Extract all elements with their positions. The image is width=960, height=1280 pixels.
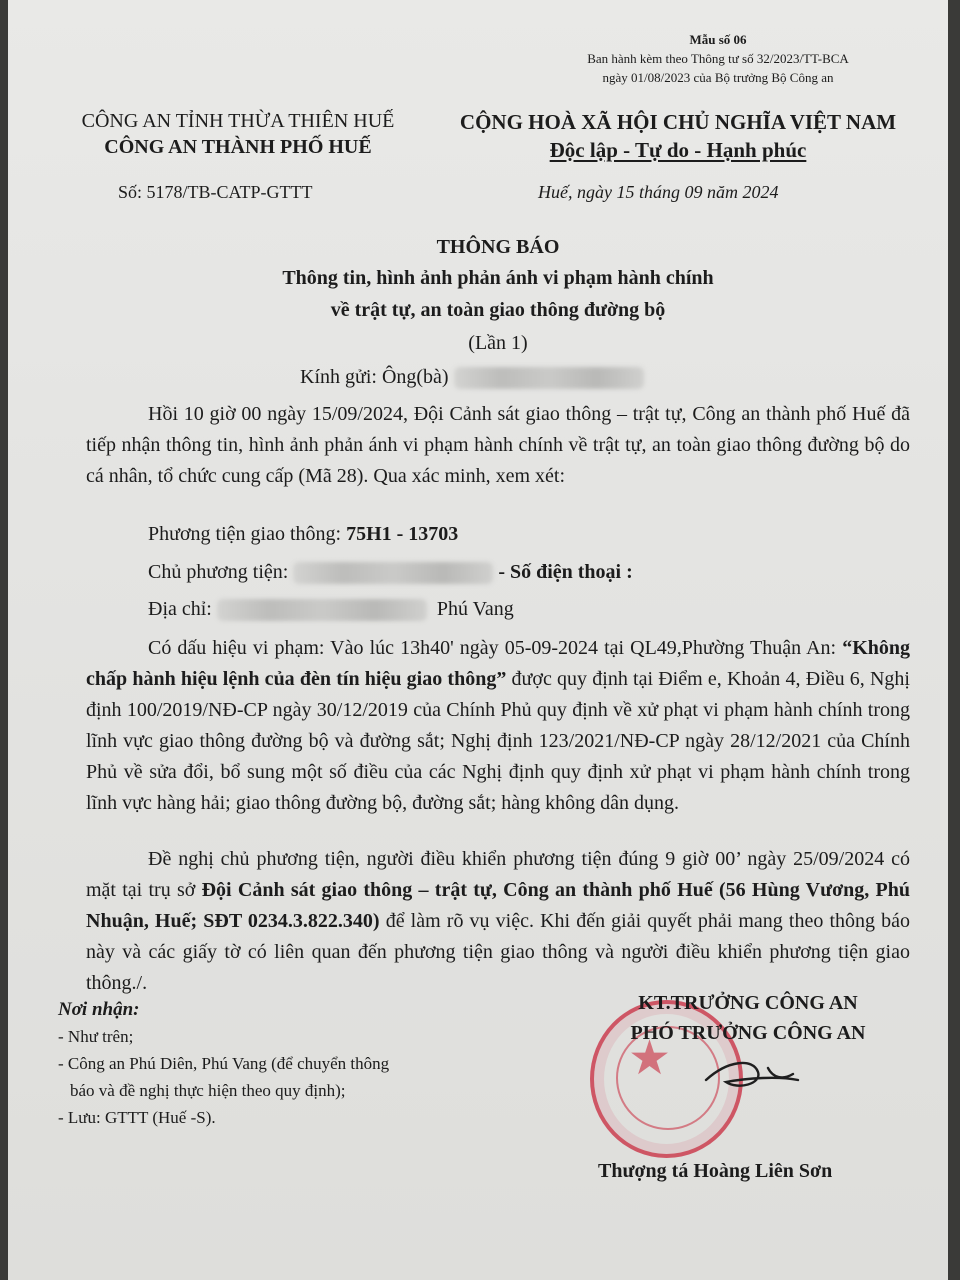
document-number: Số: 5178/TB-CATP-GTTT xyxy=(118,182,313,202)
violation-name: “Không chấp hành hiệu lệnh của đèn tín hiệu giao thông” xyxy=(86,637,910,690)
paragraph-request xyxy=(86,844,910,999)
address-district: Phú Vang xyxy=(436,598,514,620)
form-issued-date: ngày 01/08/2023 của Bộ trưởng Bộ Công an xyxy=(602,70,834,85)
stamp-star-icon: ★ xyxy=(628,1032,672,1085)
agency-name: CÔNG AN THÀNH PHỐ HUẾ xyxy=(104,136,372,158)
form-number: Mẫu số 06 xyxy=(689,32,747,47)
phone-label: - Số điện thoại : xyxy=(493,561,633,583)
title-main: THÔNG BÁO xyxy=(436,236,560,258)
paragraph-violation xyxy=(86,633,910,819)
national-motto: Độc lập - Tự do - Hạnh phúc xyxy=(549,138,807,162)
recipient-item: - Như trên; xyxy=(58,1027,134,1046)
agency-parent: CÔNG AN TỈNH THỪA THIÊN HUẾ xyxy=(81,110,395,132)
place-date: Huế, ngày 15 tháng 09 năm 2024 xyxy=(538,182,779,202)
document-title xyxy=(188,232,808,360)
license-plate: 75H1 - 13703 xyxy=(346,523,459,545)
title-sub-1: Thông tin, hình ảnh phản ánh vi phạm hành chính xyxy=(282,267,714,289)
request-place: Đội Cảnh sát giao thông – trật tự, Công an thành phố Huế (56 Hùng Vương, Phú Nhuận, Huế; SĐT 0234.3.822.340) xyxy=(86,879,910,932)
national-header xyxy=(428,108,928,164)
agency-header xyxy=(48,108,428,160)
signer-title-1: KT.TRƯỞNG CÔNG AN xyxy=(638,992,858,1014)
title-sub-2: về trật tự, an toàn giao thông đường bộ xyxy=(330,299,666,321)
vehicle-label: Phương tiện giao thông: xyxy=(148,523,347,545)
paragraph-intro: Hồi 10 giờ 00 ngày 15/09/2024, Đội Cảnh sát giao thông – trật tự, Công an thành phố Huế đã tiếp nhận thông tin, hình ảnh phản ánh vi phạm hành chính về trật tự, an toàn giao thông đường bộ do cá nhân, tổ chức cung cấp (Mã 28). Qua xác minh, xem xét: xyxy=(86,403,910,487)
document-page xyxy=(8,0,948,1280)
owner-label: Chủ phương tiện: xyxy=(148,561,294,583)
signer-title-2: PHÓ TRƯỞNG CÔNG AN xyxy=(630,1022,866,1044)
violation-intro: Có dấu hiệu vi phạm: Vào lúc 13h40' ngày 05-09-2024 tại QL49,Phường Thuận An: xyxy=(148,637,843,659)
recipient-item: - Lưu: GTTT (Huế -S). xyxy=(58,1108,216,1127)
recipient-item: - Công an Phú Diên, Phú Vang (để chuyển thông xyxy=(58,1054,390,1073)
address-label: Địa chỉ: xyxy=(148,598,217,620)
handwritten-signature xyxy=(698,1050,808,1100)
vehicle-line xyxy=(148,523,458,546)
request-rest: để làm rõ vụ việc. Khi đến giải quyết phải mang theo thông báo này và các giấy tờ có liên quan đến phương tiện giao thông và người điều khiển phương tiện giao thông./. xyxy=(86,910,911,994)
signer-name: Thượng tá Hoàng Liên Sơn xyxy=(598,1160,833,1182)
form-issued-by: Ban hành kèm theo Thông tư số 32/2023/TT-BCA xyxy=(587,51,849,66)
redacted-owner xyxy=(293,562,493,584)
form-reference xyxy=(568,30,868,87)
address-line xyxy=(148,598,514,621)
recipients-label: Nơi nhận: xyxy=(58,999,140,1020)
redacted-name xyxy=(454,367,644,389)
title-attempt: (Lần 1) xyxy=(468,332,528,354)
violation-legal-basis: được quy định tại Điểm e, Khoản 4, Điều 6, Nghị định 100/2019/NĐ-CP ngày 30/12/2019 của Chính Phủ quy định về xử phạt vi phạm hành chính trong lĩnh vực giao thông đường bộ và đường sắt; Nghị định 123/2021/NĐ-CP ngày 28/12/2021 của Chính Phủ về sửa đổi, bổ sung một số điều của các Nghị định quy định xử phạt vi phạm hành chính trong lĩnh vực hàng hải; giao thông đường bộ, đường sắt; hàng không dân dụng. xyxy=(86,668,910,814)
country-name: CỘNG HOÀ XÃ HỘI CHỦ NGHĨA VIỆT NAM xyxy=(459,110,897,134)
recipient xyxy=(300,366,644,389)
request-intro: Đề nghị chủ phương tiện, người điều khiển phương tiện đúng 9 giờ 00’ ngày 25/09/2024 có mặt tại trụ sở xyxy=(86,848,910,901)
redacted-address xyxy=(217,599,427,621)
recipient-item: báo và đề nghị thực hiện theo quy định); xyxy=(70,1081,346,1100)
recipients-list xyxy=(58,996,389,1131)
recipient-label: Kính gửi: Ông(bà) xyxy=(300,366,449,388)
signature-block xyxy=(598,988,898,1048)
owner-line xyxy=(148,561,633,584)
